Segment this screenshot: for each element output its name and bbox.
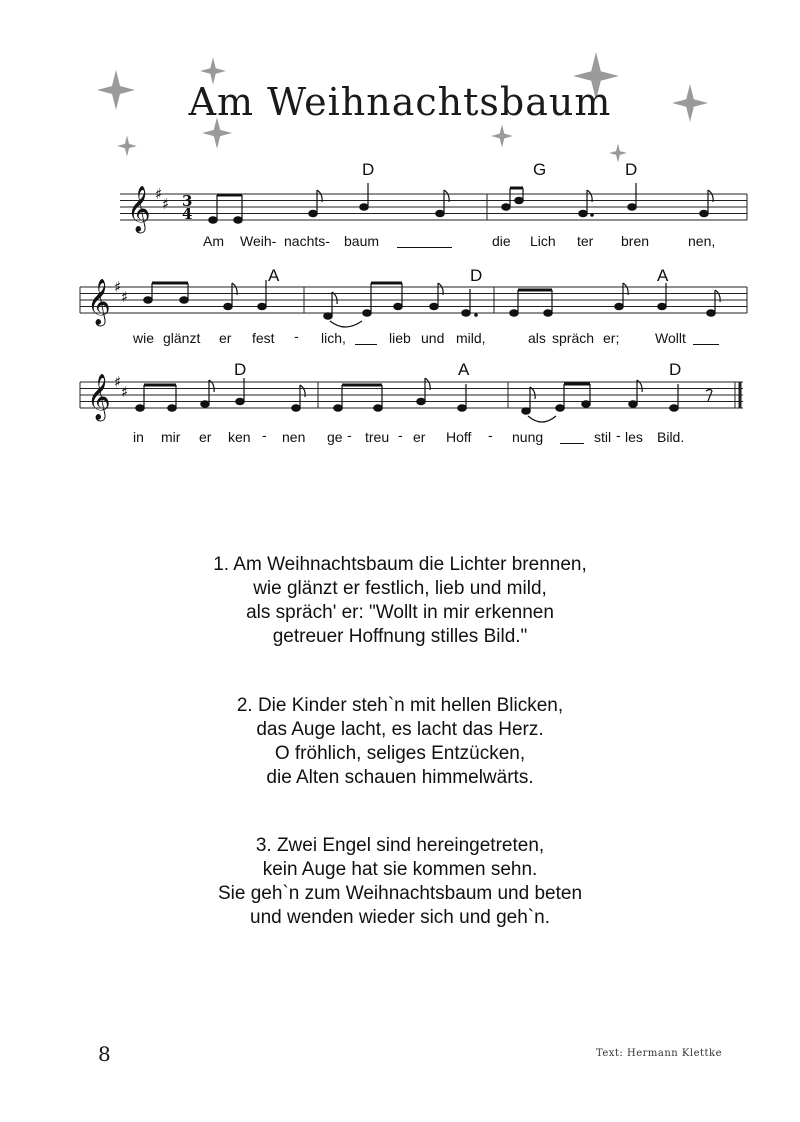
lyric-syllable: als: [528, 330, 546, 346]
lyric-syllable: nung: [512, 429, 544, 445]
lyric-syllable: nen,: [688, 233, 716, 249]
chord-symbol: D: [234, 360, 247, 379]
verse-line: und wenden wieder sich und geh`n.: [250, 907, 550, 928]
lyric-hyphen: -: [398, 427, 403, 443]
lyric-hyphen: -: [262, 427, 267, 443]
lyric-syllable: stil: [594, 429, 612, 445]
lyric-syllable: er: [199, 429, 212, 445]
lyric-syllable: lieb: [389, 330, 411, 346]
lyric-syllable: fest: [252, 330, 275, 346]
time-signature-bottom: 4: [182, 205, 193, 223]
verse-1: [100, 553, 700, 649]
lyric-syllable: er: [219, 330, 232, 346]
lyric-syllable: in: [133, 429, 144, 445]
chord-symbol: G: [533, 160, 547, 179]
sharp-icon: ♯: [121, 383, 129, 401]
lyric-syllable: les: [625, 429, 643, 445]
verse-line: kein Auge hat sie kommen sehn.: [262, 859, 538, 880]
lyric-syllable: nen: [282, 429, 306, 445]
lyric-extender: [560, 429, 584, 444]
chord-symbol: D: [362, 160, 375, 179]
lyric-syllable: ken: [228, 429, 251, 445]
lyric-hyphen: -: [347, 427, 352, 443]
lyric-hyphen: -: [488, 427, 493, 443]
lyric-extender: [355, 330, 377, 345]
lyric-syllable: treu: [365, 429, 390, 445]
lyric-syllable: mir: [161, 429, 181, 445]
verse-line: 1. Am Weihnachtsbaum die Lichter brennen,: [213, 554, 587, 575]
lyric-syllable: mild,: [456, 330, 486, 346]
staff-lines: [120, 194, 747, 220]
verse-line: getreuer Hoffnung stilles Bild.": [272, 626, 528, 647]
lyric-syllable: ter: [577, 233, 594, 249]
sharp-icon: ♯: [121, 288, 129, 306]
lyric-hyphen: -: [616, 427, 621, 443]
lyric-syllable: er: [413, 429, 426, 445]
verse-line: die Alten schauen himmelwärts.: [266, 767, 534, 788]
treble-clef-icon: 𝄞: [127, 186, 151, 232]
lyricist-credit: Text: Hermann Klettke: [595, 1048, 722, 1059]
chord-symbol: A: [268, 266, 280, 285]
staff-lines: [80, 382, 743, 408]
verse-line: 2. Die Kinder steh`n mit hellen Blicken,: [236, 695, 564, 716]
treble-clef-icon: 𝄞: [87, 374, 111, 420]
lyric-syllable: er;: [603, 330, 620, 346]
lyric-syllable: wie: [133, 330, 155, 346]
verse-2: [100, 694, 700, 790]
chord-symbol: A: [657, 266, 669, 285]
lyric-extender: [397, 233, 452, 248]
chord-symbol: D: [470, 266, 483, 285]
song-title: Am Weihnachtsbaum: [188, 80, 612, 124]
verse-line: das Auge lacht, es lacht das Herz.: [256, 719, 544, 740]
lyric-hyphen: -: [294, 328, 299, 344]
chord-symbol: D: [625, 160, 638, 179]
time-signature-top: 3: [182, 192, 193, 210]
page-number: 8: [98, 1042, 111, 1066]
sharp-icon: ♯: [114, 278, 122, 296]
lyric-syllable: spräch: [552, 330, 595, 346]
lyric-syllable: baum: [344, 233, 380, 249]
sharp-icon: ♯: [114, 373, 122, 391]
chord-symbol: D: [669, 360, 682, 379]
lyric-syllable: Bild.: [657, 429, 685, 445]
verse-line: O fröhlich, seliges Entzücken,: [274, 743, 526, 764]
verse-line: 3. Zwei Engel sind hereingetreten,: [255, 835, 545, 856]
verse-3: [100, 834, 700, 930]
lyric-syllable: nachts-: [284, 233, 330, 249]
lyric-syllable: die: [492, 233, 511, 249]
verse-line: Sie geh`n zum Weihnachtsbaum und beten: [217, 883, 583, 904]
treble-clef-icon: 𝄞: [87, 279, 111, 325]
lyric-syllable: und: [421, 330, 445, 346]
verse-line: wie glänzt er festlich, lieb und mild,: [253, 578, 547, 599]
lyric-syllable: Am: [203, 233, 224, 249]
lyric-syllable: ge: [327, 429, 343, 445]
lyric-syllable: Lich: [530, 233, 556, 249]
lyric-syllable: Wollt: [655, 330, 686, 346]
chord-symbol: A: [458, 360, 470, 379]
verse-line: als spräch' er: "Wollt in mir erkennen: [246, 602, 554, 623]
lyric-syllable: glänzt: [163, 330, 201, 346]
lyric-syllable: Weih-: [240, 233, 277, 249]
lyric-extender: [693, 330, 719, 345]
sharp-icon: ♯: [162, 195, 170, 213]
lyric-syllable: bren: [621, 233, 650, 249]
lyric-syllable: Hoff: [446, 429, 472, 445]
sharp-icon: ♯: [155, 185, 163, 203]
lyric-syllable: lich,: [321, 330, 346, 346]
